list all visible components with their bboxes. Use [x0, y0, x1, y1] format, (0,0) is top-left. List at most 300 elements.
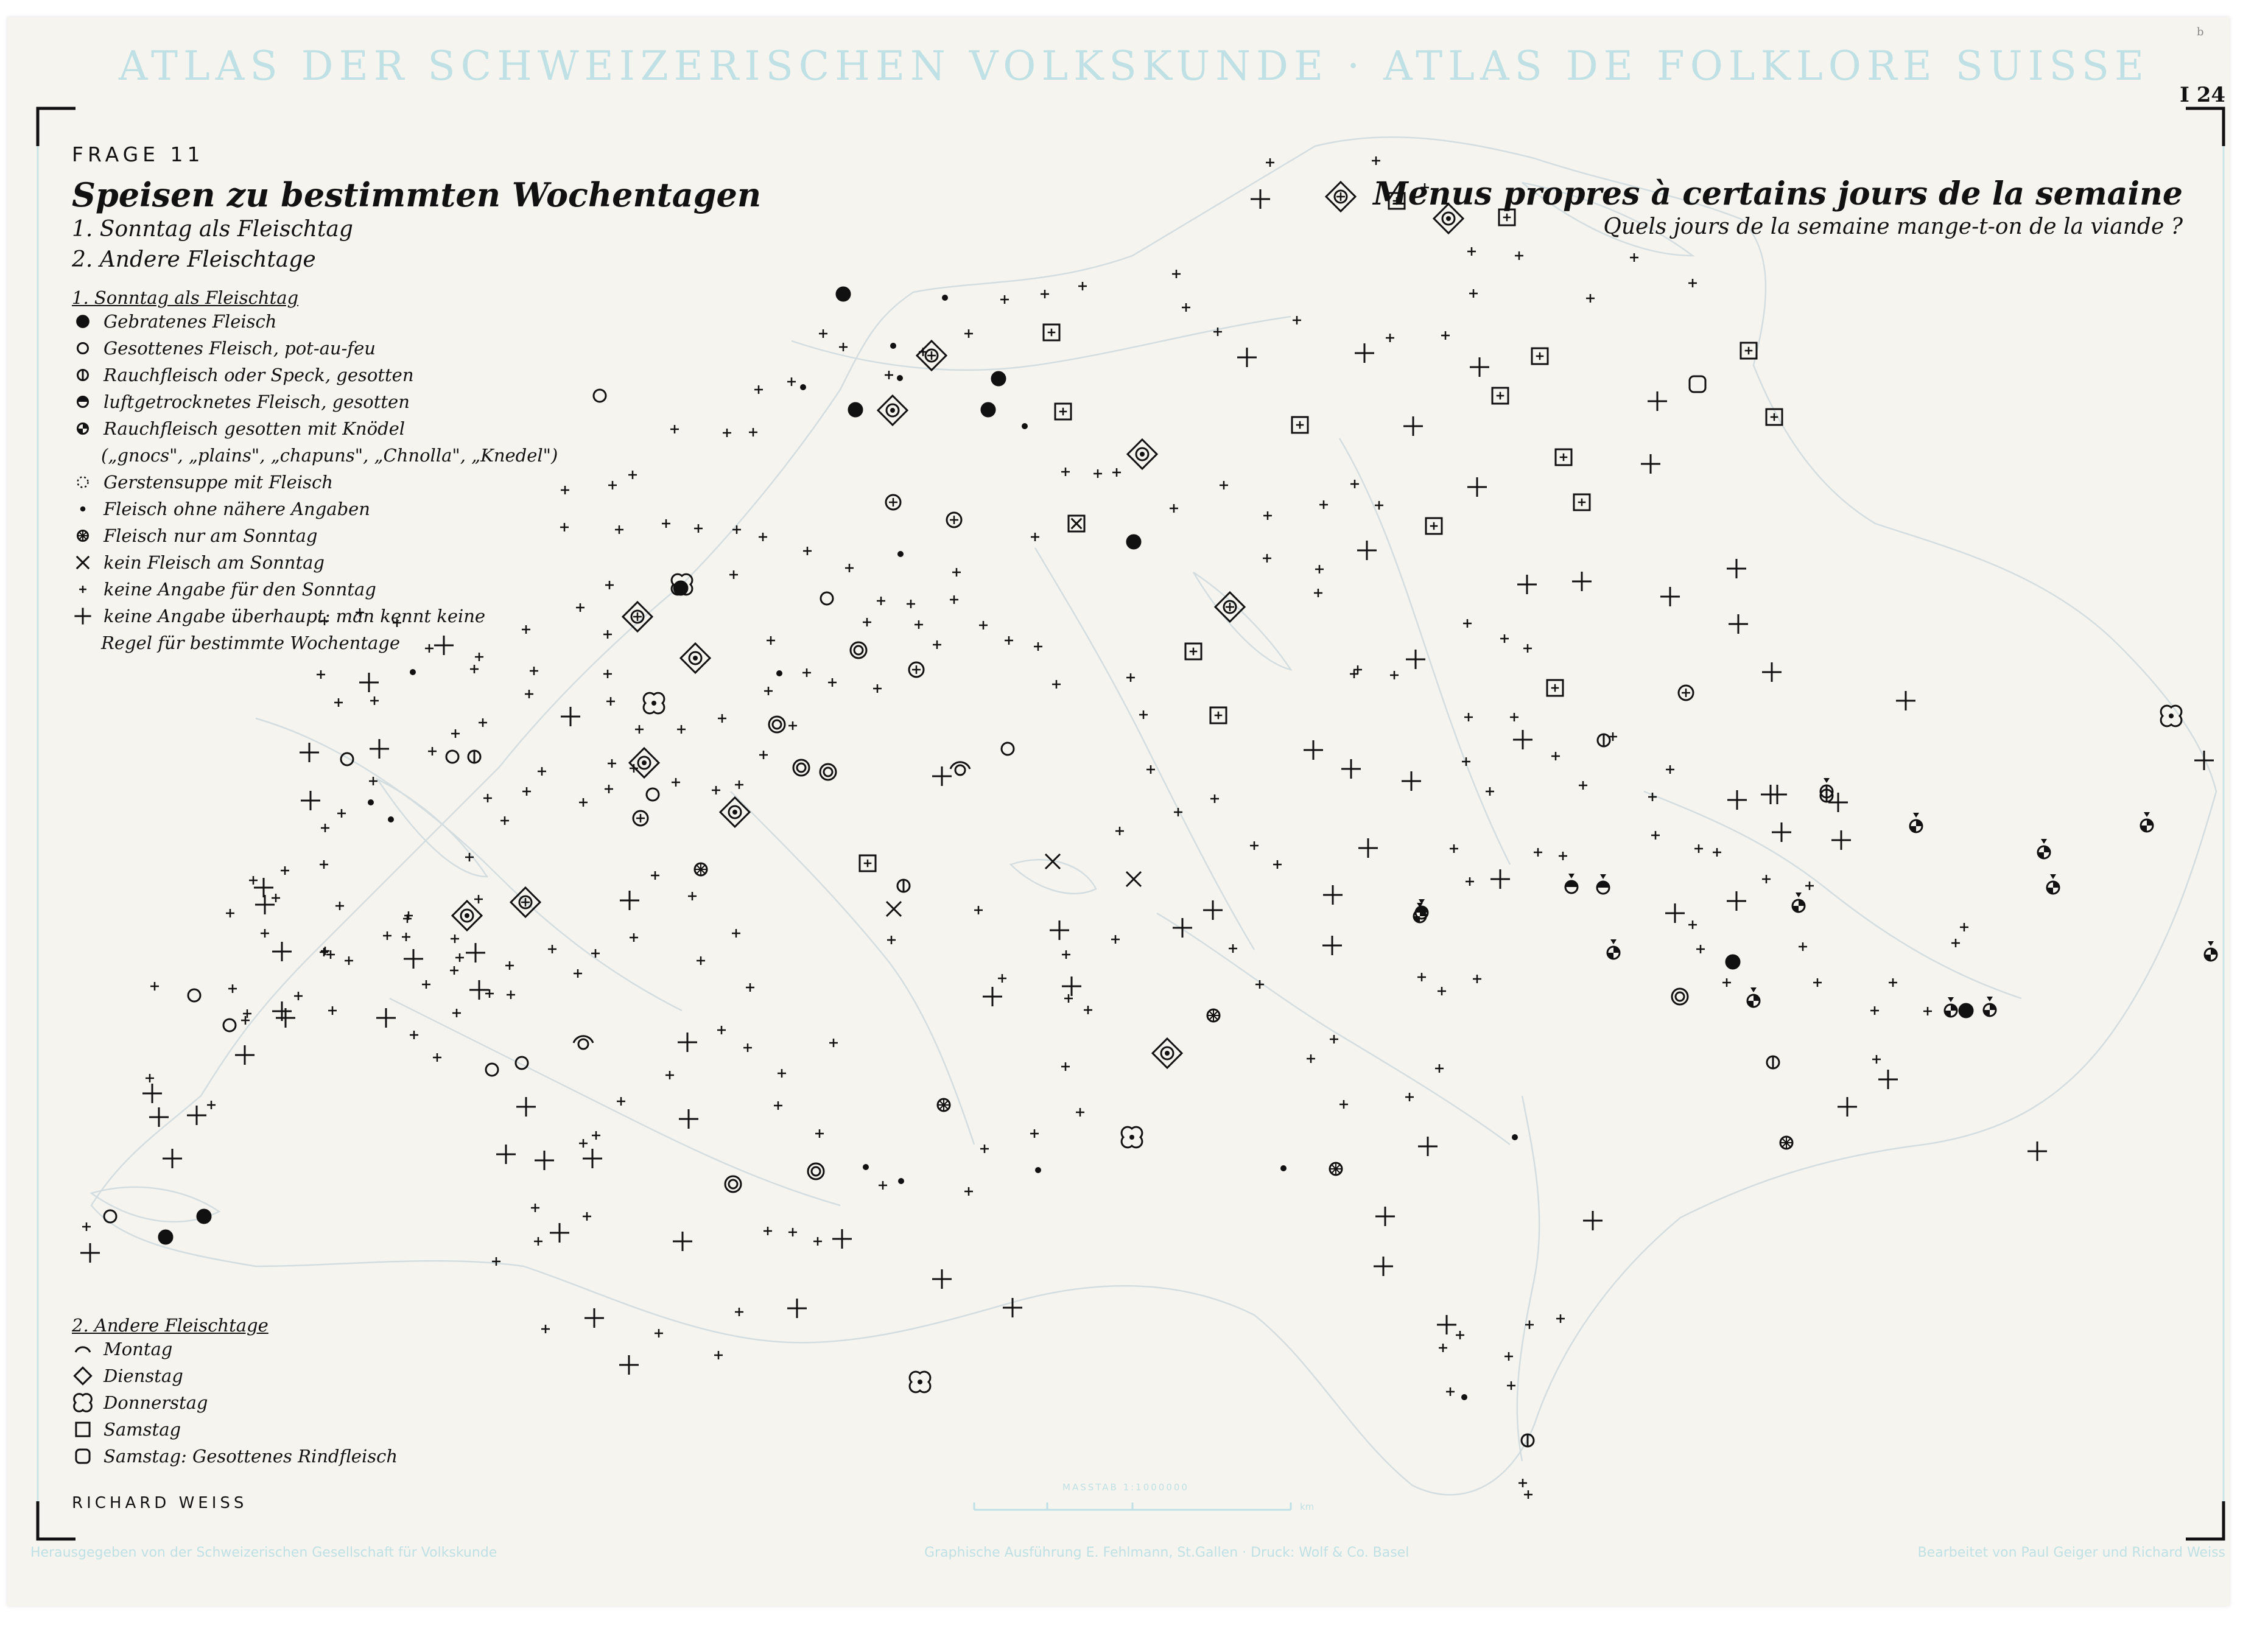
map-marker-large-plus: [300, 743, 319, 762]
map-marker-small-plus: [1889, 978, 1897, 987]
legend-item: [72, 603, 558, 629]
map-marker-large-plus: [163, 1149, 182, 1168]
map-marker-large-plus: [466, 943, 485, 963]
map-marker-circle-vertical-bar: [1522, 1434, 1534, 1446]
map-marker-square-plus: [1574, 494, 1590, 510]
map-marker-diamond-plus: [1326, 182, 1355, 211]
sheet-number: I 24: [2180, 83, 2226, 107]
map-marker-small-plus: [321, 824, 329, 832]
legend-item-label: kein Fleisch am Sonntag: [104, 552, 325, 573]
map-marker-small-plus: [1390, 671, 1399, 679]
map-marker-small-plus: [370, 696, 379, 705]
map-marker-large-plus: [619, 1355, 639, 1375]
map-marker-small-plus: [560, 523, 569, 531]
map-marker-small-plus: [952, 568, 961, 577]
map-marker-small-plus: [735, 1308, 743, 1316]
map-marker-circle-asterisk: [1330, 1163, 1342, 1175]
map-marker-circle-asterisk: [1207, 1009, 1220, 1022]
map-marker-filled-circle: [992, 372, 1005, 385]
map-marker-small-plus: [281, 866, 289, 875]
map-marker-large-plus: [932, 1269, 952, 1289]
map-marker-small-dot: [368, 799, 374, 805]
map-marker-small-plus: [1462, 757, 1470, 766]
atlas-title: ATLAS DER SCHWEIZERISCHEN VOLKSKUNDE · ATLAS DE FOLKLORE SUISSE: [118, 43, 2150, 89]
map-marker-large-plus: [535, 1151, 554, 1170]
map-marker-small-plus: [82, 1222, 91, 1231]
map-marker-quartered-drop: [1414, 903, 1426, 922]
map-marker-small-plus: [1464, 713, 1473, 721]
map-marker-small-plus: [483, 794, 492, 802]
map-marker-small-plus: [979, 621, 988, 629]
map-marker-small-plus: [828, 678, 837, 687]
corner-mark: b: [2197, 26, 2204, 38]
map-marker-small-plus: [1441, 331, 1450, 340]
map-marker-open-circle: [647, 788, 659, 801]
legend-other-days: [72, 1315, 398, 1470]
map-marker-small-plus: [617, 1097, 625, 1106]
map-marker-diamond-dot: [720, 798, 750, 827]
map-marker-large-plus: [1727, 790, 1747, 810]
map-marker-small-plus: [1112, 468, 1121, 477]
map-marker-diamond-dot: [630, 748, 659, 777]
legend-item: [72, 496, 558, 522]
map-marker-open-circle: [486, 1064, 498, 1076]
map-marker-small-plus: [500, 816, 509, 825]
legend-sunday: [72, 287, 558, 656]
legend-other-heading: 2. Andere Fleischtage: [72, 1315, 269, 1336]
map-marker-large-plus: [1878, 1070, 1898, 1089]
map-marker-x-cross: [886, 902, 901, 916]
map-marker-small-plus: [541, 1325, 550, 1333]
map-marker-small-dot: [942, 295, 948, 301]
legend-item: [72, 1443, 398, 1470]
map-marker-small-plus: [712, 786, 720, 794]
rounded-square-icon: [72, 1444, 101, 1468]
map-marker-large-plus: [620, 891, 639, 910]
dotted-circle-icon: [72, 470, 101, 494]
map-marker-small-plus: [907, 600, 915, 608]
footer-editors: Bearbeitet von Paul Geiger und Richard Weiss: [1917, 1545, 2225, 1560]
subtitle-sunday: 1. Sonntag als Fleischtag: [72, 217, 353, 242]
map-marker-scallop-dot: [644, 693, 664, 714]
legend-item-label: Samstag: [104, 1419, 181, 1440]
map-marker-small-plus: [839, 343, 848, 351]
map-marker-small-plus: [778, 1069, 786, 1078]
map-marker-small-plus: [1229, 944, 1237, 953]
map-marker-large-plus: [376, 1008, 396, 1028]
map-marker-small-plus: [1872, 1055, 1881, 1064]
map-marker-round-plus: [633, 811, 648, 826]
map-marker-large-plus: [561, 707, 580, 726]
map-marker-small-plus: [1170, 504, 1178, 513]
map-marker-small-plus: [534, 1237, 542, 1246]
map-marker-small-plus: [670, 425, 679, 433]
map-marker-large-plus: [272, 942, 292, 961]
map-marker-small-plus: [548, 945, 556, 953]
map-marker-small-plus: [651, 871, 659, 880]
map-marker-square-plus: [1741, 343, 1757, 359]
map-marker-small-plus: [1515, 251, 1523, 260]
map-marker-filled-circle: [159, 1230, 172, 1244]
map-marker-large-plus: [1322, 936, 1342, 955]
map-marker-small-plus: [933, 640, 941, 649]
map-marker-open-circle: [188, 989, 200, 1001]
map-marker-small-plus: [576, 603, 585, 612]
map-marker-large-plus: [673, 1232, 692, 1251]
legend-item: [72, 549, 558, 576]
map-marker-small-dot: [1512, 1134, 1518, 1140]
map-marker-small-plus: [383, 931, 391, 940]
legend-item: [72, 469, 558, 496]
map-marker-small-plus: [732, 525, 741, 534]
map-marker-diamond-plus: [917, 341, 946, 370]
map-marker-small-plus: [505, 961, 514, 970]
map-marker-quartered-drop: [1607, 939, 1620, 959]
map-marker-small-dot: [898, 1178, 904, 1184]
map-marker-small-plus: [1062, 950, 1070, 959]
map-marker-small-plus: [452, 1009, 461, 1017]
map-marker-large-plus: [1831, 830, 1851, 850]
map-marker-small-plus: [1510, 713, 1518, 721]
map-marker-small-plus: [1250, 841, 1259, 850]
map-marker-square-plus: [1185, 643, 1201, 659]
map-marker-large-plus: [585, 1308, 604, 1328]
legend-item-label: Gesottenes Fleisch, pot-au-feu: [104, 338, 376, 359]
map-marker-small-plus: [603, 670, 612, 678]
map-marker-small-plus: [749, 428, 757, 437]
map-marker-circle-vertical-bar: [1598, 734, 1610, 746]
map-marker-small-plus: [615, 525, 623, 534]
map-marker-small-plus: [1273, 860, 1282, 869]
map-marker-small-plus: [579, 798, 588, 807]
map-marker-small-plus: [1523, 644, 1532, 653]
map-marker-small-plus: [964, 329, 973, 338]
legend-item: [72, 1336, 398, 1362]
map-marker-large-plus: [1406, 650, 1425, 669]
map-marker-circle-asterisk: [938, 1099, 950, 1111]
map-marker-small-plus: [697, 956, 705, 965]
legend-item-label: Regel für bestimmte Wochentage: [101, 633, 401, 653]
legend-item: [72, 388, 558, 415]
map-marker-small-plus: [1500, 634, 1509, 643]
map-marker-small-plus: [241, 1016, 250, 1025]
map-marker-large-plus: [1729, 614, 1748, 634]
map-marker-small-plus: [1446, 1387, 1455, 1396]
map-marker-square-plus: [1292, 417, 1308, 433]
map-marker-square-plus: [1210, 707, 1226, 723]
circle-half-filled-icon: [72, 390, 101, 414]
scalloped-icon: [72, 1390, 101, 1415]
map-marker-small-plus: [1350, 480, 1359, 488]
map-marker-small-plus: [1139, 710, 1148, 719]
map-marker-scallop-dot: [2161, 706, 2182, 726]
map-marker-small-plus: [964, 1187, 973, 1196]
map-marker-small-plus: [887, 936, 896, 944]
map-marker-small-dot: [1022, 423, 1028, 429]
large-plus-icon: [72, 604, 101, 628]
map-marker-small-plus: [746, 983, 754, 992]
map-marker-large-plus: [1355, 343, 1374, 363]
small-dot-icon: [72, 497, 101, 521]
map-marker-large-plus: [1358, 838, 1378, 858]
map-marker-quartered-drop: [1984, 997, 1996, 1016]
map-marker-large-plus: [1375, 1207, 1395, 1226]
map-marker-small-plus: [1559, 852, 1567, 860]
map-marker-small-plus: [603, 630, 612, 639]
map-marker-small-plus: [863, 618, 871, 626]
map-marker-small-plus: [1078, 282, 1087, 290]
map-marker-quartered-drop: [2038, 839, 2050, 858]
map-marker-small-dot: [890, 343, 896, 349]
map-marker-large-plus: [1323, 885, 1343, 905]
map-marker-small-plus: [1293, 316, 1301, 324]
map-marker-small-plus: [608, 481, 617, 489]
legend-item-label: Rauchfleisch oder Speck, gesotten: [104, 365, 414, 385]
map-marker-large-plus: [142, 1084, 162, 1103]
map-marker-large-plus: [1341, 759, 1361, 779]
map-marker-small-plus: [1030, 1129, 1039, 1138]
map-marker-small-plus: [1266, 158, 1274, 167]
map-marker-small-plus: [1375, 501, 1383, 510]
map-marker-small-plus: [723, 429, 731, 437]
map-marker-small-plus: [694, 524, 703, 533]
map-marker-small-plus: [608, 759, 616, 768]
small-plus-icon: [72, 577, 101, 601]
map-marker-small-plus: [1182, 303, 1190, 312]
map-marker-small-plus: [272, 894, 280, 902]
map-marker-large-plus: [1251, 189, 1270, 209]
subtitle-french: Quels jours de la semaine mange-t-on de la viande ?: [1603, 214, 2183, 239]
scale-bar: [974, 1503, 1291, 1510]
map-marker-diamond-dot: [1153, 1039, 1182, 1068]
map-marker-small-plus: [764, 687, 773, 695]
map-marker-large-plus: [1896, 691, 1915, 710]
map-marker-small-plus: [1319, 500, 1328, 509]
map-marker-small-dot: [897, 551, 904, 557]
map-marker-diamond-dot: [452, 901, 482, 930]
map-marker-large-plus: [187, 1106, 206, 1125]
map-marker-large-plus: [1517, 575, 1537, 594]
map-marker-half-drop: [1597, 874, 1609, 894]
map-marker-small-plus: [764, 1227, 772, 1235]
map-marker-small-plus: [1386, 334, 1394, 342]
map-marker-small-plus: [1524, 1490, 1532, 1499]
map-marker-large-plus: [1772, 822, 1791, 842]
map-marker-open-circle: [223, 1019, 236, 1031]
legend-item: [72, 362, 558, 388]
map-marker-small-plus: [1126, 673, 1135, 682]
map-marker-rounded-square: [1690, 376, 1705, 392]
map-marker-small-plus: [579, 1139, 588, 1148]
map-marker-large-plus: [1237, 348, 1257, 367]
map-marker-small-plus: [735, 780, 743, 789]
map-marker-small-plus: [150, 982, 159, 991]
map-marker-small-plus: [1146, 765, 1155, 774]
lake-zurich: [1193, 572, 1291, 670]
map-marker-filled-circle: [197, 1210, 211, 1223]
map-marker-small-plus: [1651, 831, 1660, 840]
footer-printer: Graphische Ausführung E. Fehlmann, St.Gallen · Druck: Wolf & Co. Basel: [924, 1545, 1410, 1560]
map-marker-small-plus: [662, 519, 670, 528]
map-marker-large-plus: [1838, 1097, 1857, 1117]
legend-item-label: Dienstag: [104, 1366, 183, 1386]
map-marker-small-plus: [207, 1101, 216, 1109]
map-marker-small-plus: [1534, 848, 1542, 857]
map-marker-large-plus: [1418, 1137, 1438, 1156]
legend-item-label: Fleisch nur am Sonntag: [104, 525, 318, 546]
map-marker-small-plus: [450, 966, 458, 975]
map-marker-small-plus: [261, 929, 269, 938]
map-marker-small-dot: [897, 375, 903, 381]
subtitle-other-days: 2. Andere Fleischtage: [72, 247, 316, 272]
map-marker-small-plus: [885, 371, 893, 379]
map-marker-bar-drop: [1820, 778, 1833, 798]
legend-item-label: Gerstensuppe mit Fleisch: [104, 472, 333, 493]
lake-lucerne: [1011, 860, 1096, 894]
map-marker-scallop-dot: [1122, 1127, 1142, 1148]
map-marker-small-plus: [146, 1074, 154, 1082]
map-marker-round-plus: [909, 662, 924, 677]
map-marker-small-plus: [474, 895, 483, 903]
map-marker-small-plus: [677, 725, 686, 734]
map-marker-small-plus: [1960, 923, 1968, 931]
map-marker-large-plus: [1467, 477, 1487, 497]
map-marker-square-plus: [860, 855, 876, 871]
map-marker-small-plus: [813, 1237, 822, 1246]
square-icon: [72, 1417, 101, 1442]
map-marker-large-plus: [496, 1145, 516, 1164]
map-marker-large-plus: [1403, 416, 1423, 436]
map-marker-small-plus: [1688, 279, 1697, 287]
map-marker-small-plus: [422, 980, 430, 989]
map-marker-small-plus: [402, 933, 410, 941]
map-marker-small-plus: [249, 876, 258, 885]
map-marker-small-plus: [525, 690, 533, 698]
map-marker-quartered-drop: [2205, 941, 2217, 961]
map-marker-large-plus: [370, 739, 389, 759]
map-marker-small-plus: [672, 778, 680, 787]
map-marker-large-plus: [1727, 559, 1746, 578]
map-marker-small-plus: [1556, 1314, 1565, 1323]
map-marker-diamond-dot: [1128, 440, 1157, 469]
map-marker-small-plus: [345, 956, 353, 965]
map-marker-small-plus: [492, 1257, 500, 1266]
map-marker-arc-circle: [574, 1036, 593, 1049]
map-marker-large-plus: [832, 1229, 852, 1249]
legend-item-label: keine Angabe für den Sonntag: [104, 579, 376, 600]
map-marker-small-plus: [743, 1043, 752, 1052]
map-marker-small-plus: [1722, 978, 1731, 987]
legend-item-label: Samstag: Gesottenes Rindfleisch: [104, 1446, 398, 1467]
map-marker-quartered-drop: [2141, 812, 2153, 832]
map-marker-small-plus: [1630, 253, 1638, 262]
map-marker-large-plus: [149, 1107, 169, 1127]
map-marker-small-plus: [605, 785, 613, 793]
map-marker-large-plus: [1050, 920, 1069, 940]
map-marker-small-plus: [788, 721, 797, 730]
map-marker-quartered-drop: [1945, 997, 1957, 1017]
map-marker-small-plus: [1076, 1108, 1084, 1117]
legend-item: [72, 522, 558, 549]
map-marker-large-plus: [359, 673, 379, 692]
legend-item-label: Rauchfleisch gesotten mit Knödel: [104, 418, 406, 439]
map-marker-small-plus: [1315, 565, 1324, 573]
map-marker-large-plus: [235, 1045, 255, 1065]
map-marker-large-plus: [1660, 587, 1680, 606]
map-marker-large-plus: [1583, 1211, 1603, 1230]
map-marker-small-plus: [1456, 1331, 1464, 1339]
map-marker-small-plus: [1000, 295, 1009, 304]
map-marker-filled-circle: [849, 403, 862, 416]
legend-item: [72, 629, 558, 656]
map-marker-small-plus: [1799, 942, 1807, 951]
map-marker-small-plus: [829, 1039, 838, 1047]
map-marker-small-plus: [1005, 636, 1013, 645]
map-marker-large-plus: [1572, 572, 1592, 591]
map-marker-small-plus: [845, 564, 854, 572]
map-marker-small-plus: [1255, 980, 1264, 989]
map-marker-large-plus: [1641, 454, 1660, 474]
legend-item: [72, 442, 558, 469]
circle-quartered-icon: [72, 416, 101, 441]
map-marker-diamond-dot: [681, 643, 710, 673]
map-marker-open-circle: [821, 592, 833, 605]
map-marker-large-plus: [1727, 891, 1746, 911]
map-marker-double-circle: [1672, 989, 1688, 1005]
map-marker-small-plus: [998, 974, 1006, 983]
map-marker-small-plus: [729, 570, 738, 579]
map-marker-double-circle: [851, 642, 866, 658]
map-marker-open-circle: [104, 1210, 116, 1222]
map-marker-small-plus: [530, 667, 538, 675]
map-marker-small-plus: [1115, 827, 1124, 835]
map-marker-large-plus: [1470, 357, 1489, 377]
map-marker-small-plus: [759, 533, 767, 541]
map-marker-small-plus: [819, 329, 827, 338]
map-marker-small-dot: [1280, 1165, 1287, 1171]
legend-item-label: Fleisch ohne nähere Angaben: [104, 499, 370, 519]
map-marker-small-plus: [1467, 247, 1476, 256]
map-marker-small-plus: [974, 906, 983, 914]
map-marker-filled-circle: [837, 287, 850, 301]
map-marker-small-plus: [1263, 511, 1272, 520]
map-marker-small-plus: [561, 486, 569, 494]
map-marker-half-drop: [1565, 874, 1578, 893]
map-marker-small-plus: [1220, 481, 1228, 489]
map-marker-small-plus: [294, 992, 303, 1000]
map-marker-small-dot: [410, 669, 416, 675]
map-marker-small-plus: [1518, 1479, 1527, 1487]
map-marker-large-plus: [404, 949, 423, 969]
map-marker-small-plus: [226, 909, 234, 917]
map-marker-small-plus: [1551, 752, 1560, 760]
map-marker-round-plus: [886, 495, 901, 510]
map-marker-small-plus: [1469, 289, 1478, 298]
map-marker-small-plus: [507, 991, 515, 999]
map-marker-small-dot: [1035, 1167, 1041, 1173]
footer-publisher: Herausgegeben von der Schweizerischen Gesellschaft für Volkskunde: [30, 1545, 497, 1560]
map-marker-small-plus: [1330, 1035, 1338, 1043]
x-cross-icon: [72, 550, 101, 575]
map-marker-quartered-drop: [2047, 874, 2059, 894]
map-marker-small-plus: [1031, 533, 1039, 541]
legend-item-label: luftgetrocknetes Fleisch, gesotten: [104, 391, 410, 412]
map-marker-double-circle: [808, 1163, 824, 1179]
map-marker-quartered-drop: [1792, 892, 1805, 912]
map-marker-small-plus: [428, 747, 437, 756]
map-marker-small-plus: [1463, 619, 1472, 628]
map-marker-small-plus: [1172, 270, 1181, 278]
